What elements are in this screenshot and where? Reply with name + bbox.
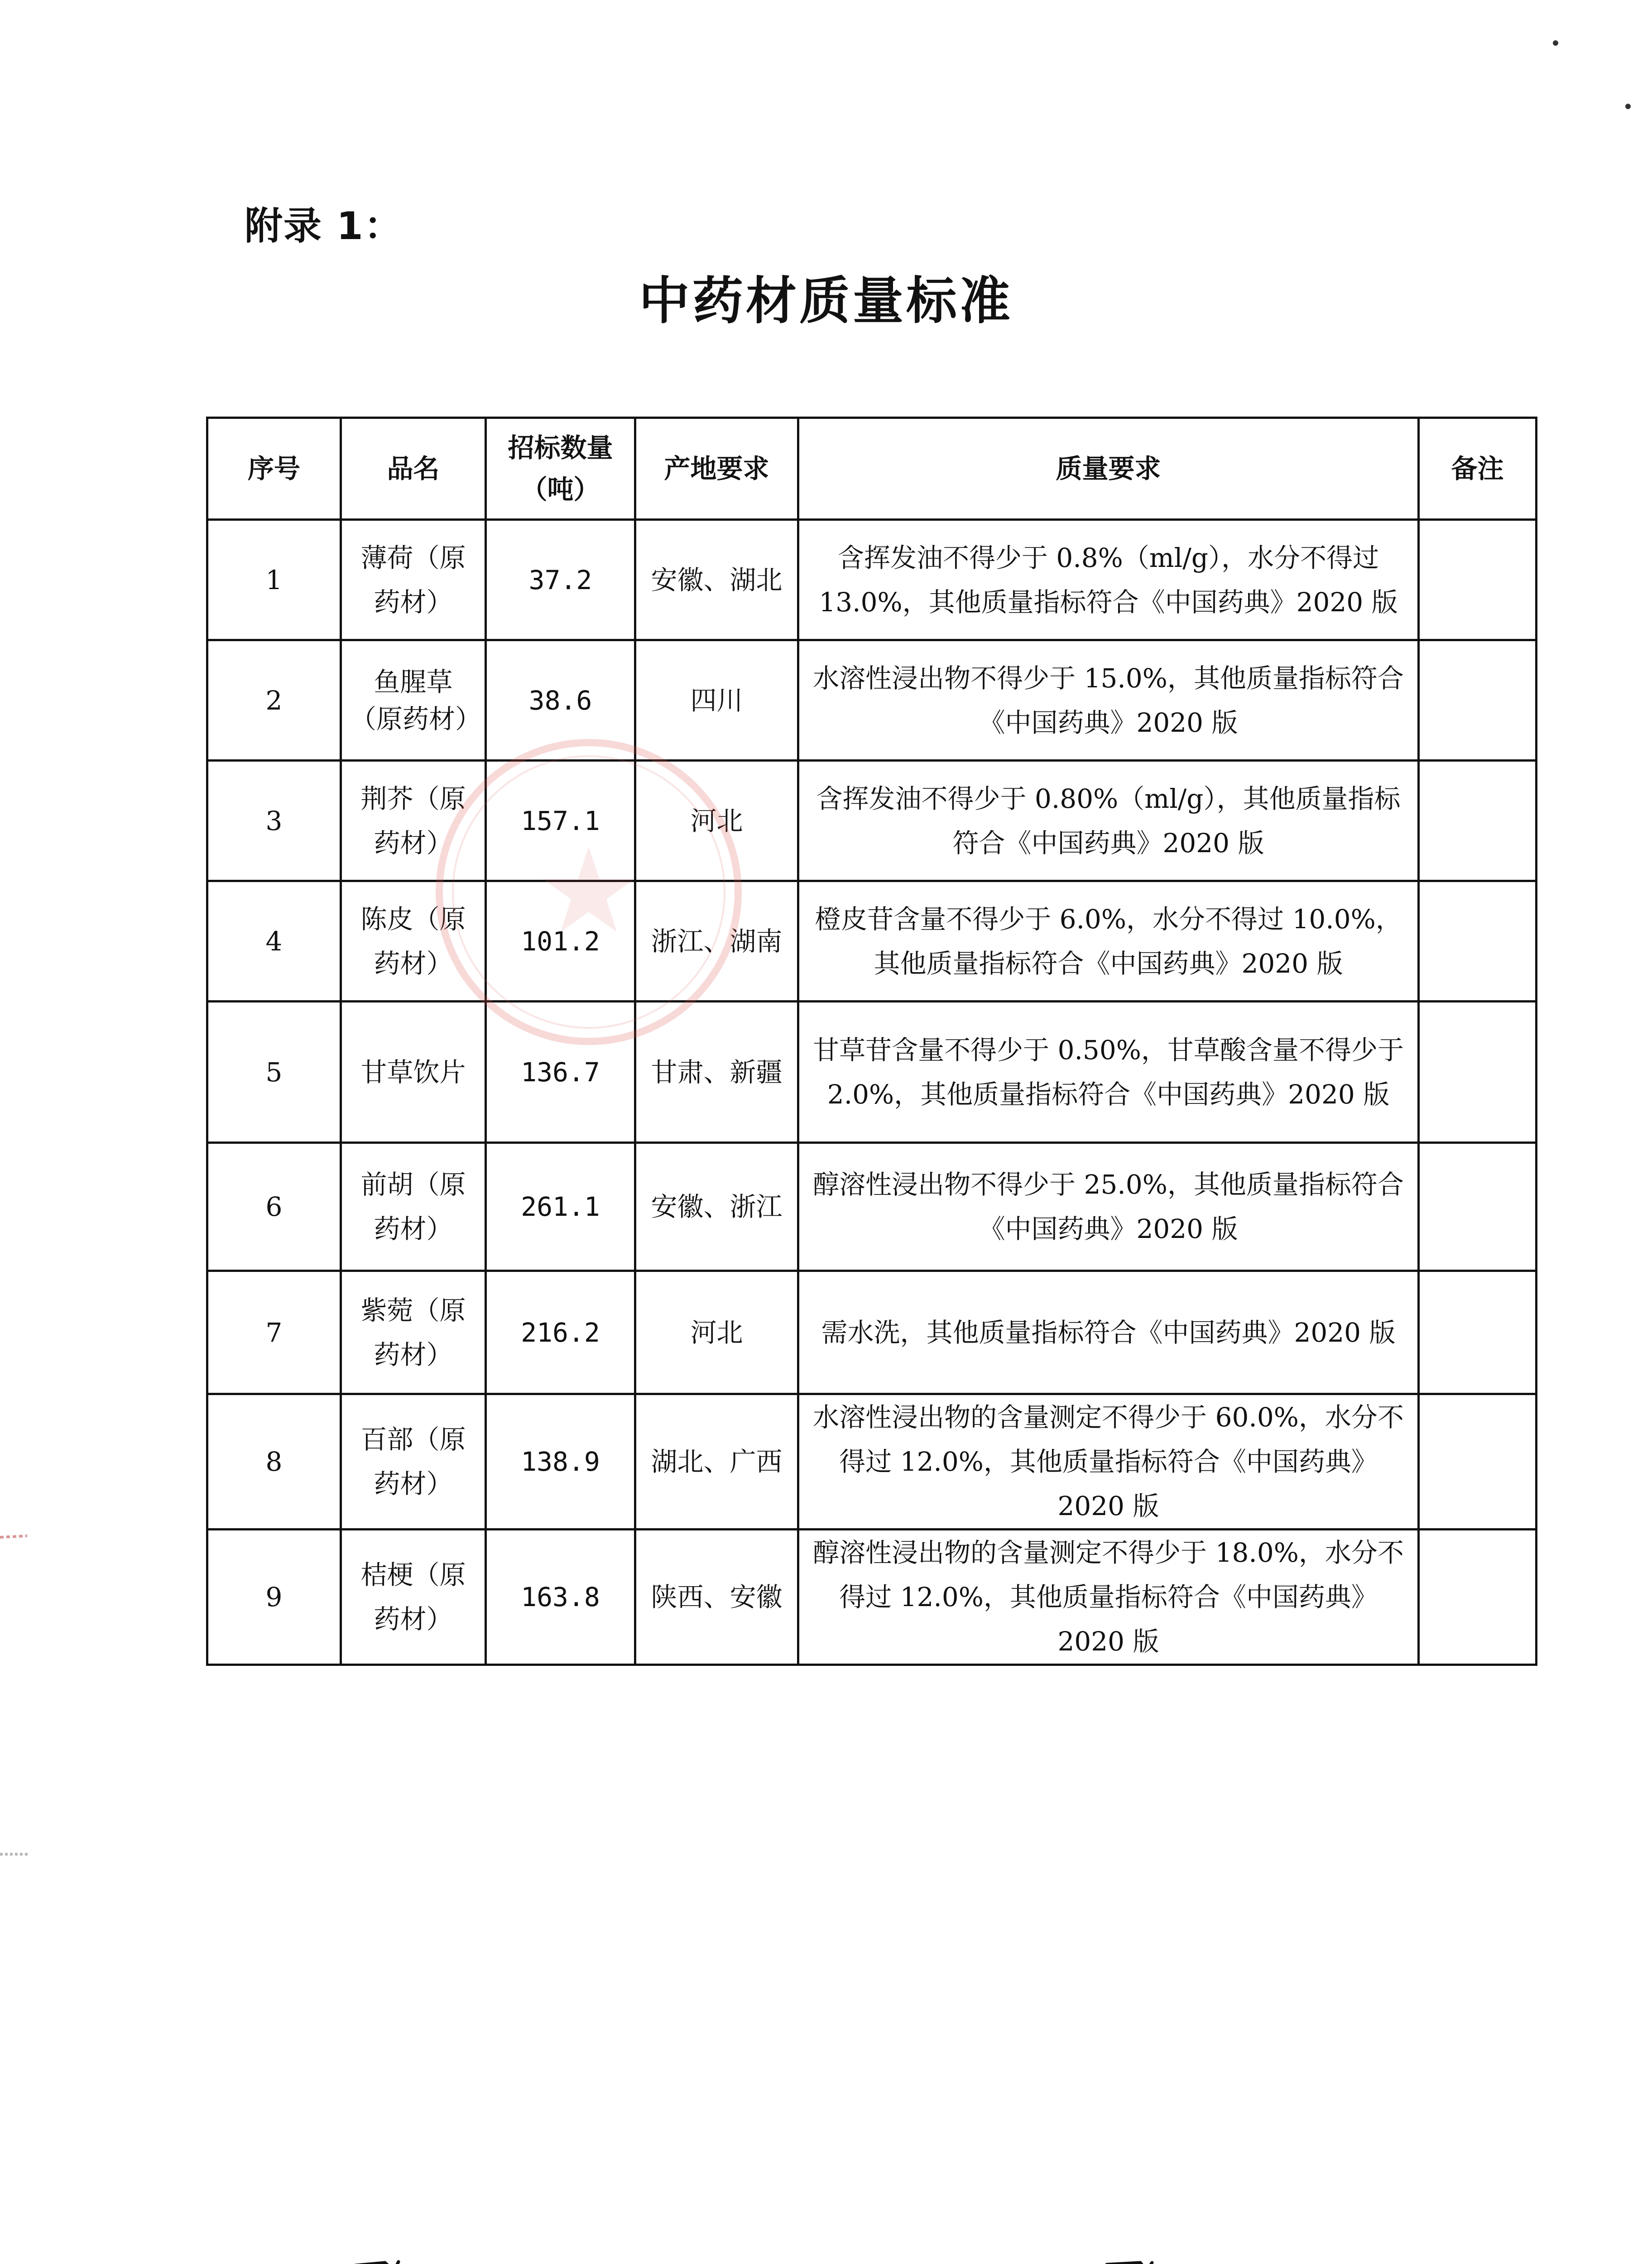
- header-remark: 备注: [1419, 418, 1537, 520]
- cell-name: [341, 640, 486, 761]
- cell-name-line2: 药材）: [374, 1604, 453, 1635]
- cell-name-line2: 药材）: [374, 948, 453, 979]
- table-row: [207, 1530, 1537, 1665]
- cell-name: [341, 1143, 486, 1271]
- cell-remark: [1419, 1530, 1537, 1665]
- scan-edge-mark-icon: [0, 1530, 32, 1544]
- cell-origin: 河北: [635, 1271, 798, 1394]
- cell-origin: 湖北、广西: [635, 1394, 798, 1530]
- cell-name-line1: 薄荷（原: [360, 542, 466, 573]
- cell-quality: 甘草苷含量不得少于 0.50%，甘草酸含量不得少于 2.0%，其他质量指标符合《中国药典》2020 版: [798, 1002, 1419, 1143]
- cell-origin: 四川: [635, 640, 798, 761]
- cell-quantity: 216.2: [486, 1271, 635, 1394]
- cell-name-line1: 紫菀（原: [360, 1295, 466, 1326]
- cell-quality: 水溶性浸出物的含量测定不得少于 60.0%，水分不得过 12.0%，其他质量指标符合《中国药典》2020 版: [798, 1394, 1419, 1530]
- cell-index: 7: [207, 1271, 341, 1394]
- cell-remark: [1419, 1143, 1537, 1271]
- scan-mark-icon: [1105, 2257, 1155, 2264]
- cell-origin: 河北: [635, 761, 798, 881]
- cell-quantity: 157.1: [486, 761, 635, 881]
- table-row: [207, 761, 1537, 881]
- cell-index: 3: [207, 761, 341, 881]
- cell-name: [341, 1271, 486, 1394]
- cell-name-line2: 药材）: [374, 1468, 453, 1499]
- cell-origin: 陕西、安徽: [635, 1530, 798, 1665]
- cell-name: [341, 761, 486, 881]
- appendix-label: 附录 1：: [245, 204, 403, 248]
- cell-remark: [1419, 640, 1537, 761]
- cell-quality: 水溶性浸出物不得少于 15.0%，其他质量指标符合《中国药典》2020 版: [798, 640, 1419, 761]
- cell-quantity: 136.7: [486, 1002, 635, 1143]
- cell-index: 1: [207, 520, 341, 640]
- cell-name: [341, 1002, 486, 1143]
- scan-dot-icon: [1549, 36, 1562, 50]
- cell-name-line1: 甘草饮片: [360, 1056, 466, 1088]
- cell-name-line1: 桔梗（原: [360, 1559, 466, 1590]
- cell-quality: 醇溶性浸出物的含量测定不得少于 18.0%，水分不得过 12.0%，其他质量指标符合《中国药典》2020 版: [798, 1530, 1419, 1665]
- cell-quantity: 101.2: [486, 881, 635, 1002]
- header-quantity-line1: 招标数量: [508, 432, 613, 463]
- header-quantity-line2: （吨）: [521, 474, 600, 505]
- cell-remark: [1419, 1394, 1537, 1530]
- cell-name: [341, 1394, 486, 1530]
- cell-index: 5: [207, 1002, 341, 1143]
- cell-quality: 需水洗，其他质量指标符合《中国药典》2020 版: [798, 1271, 1419, 1394]
- table-row: [207, 1271, 1537, 1394]
- cell-index: 4: [207, 881, 341, 1002]
- header-origin: 产地要求: [635, 418, 798, 520]
- cell-name: [341, 520, 486, 640]
- cell-quality: 含挥发油不得少于 0.8%（ml/g），水分不得过13.0%，其他质量指标符合《中国药典》2020 版: [798, 520, 1419, 640]
- table-header-row: [207, 418, 1537, 520]
- cell-origin: 浙江、湖南: [635, 881, 798, 1002]
- cell-name-line1: 前胡（原: [360, 1169, 466, 1200]
- cell-name: [341, 881, 486, 1002]
- cell-name-line2: （原药材）: [350, 703, 482, 734]
- cell-index: 8: [207, 1394, 341, 1530]
- cell-origin: 安徽、浙江: [635, 1143, 798, 1271]
- cell-index: 6: [207, 1143, 341, 1271]
- table-row: [207, 1002, 1537, 1143]
- cell-quantity: 261.1: [486, 1143, 635, 1271]
- table-row: [207, 881, 1537, 1002]
- cell-quality: 含挥发油不得少于 0.80%（ml/g），其他质量指标符合《中国药典》2020 版: [798, 761, 1419, 881]
- table-row: [207, 640, 1537, 761]
- cell-quality: 醇溶性浸出物不得少于 25.0%，其他质量指标符合《中国药典》2020 版: [798, 1143, 1419, 1271]
- cell-remark: [1419, 1002, 1537, 1143]
- header-quantity: [486, 418, 635, 520]
- cell-name-line2: 药材）: [374, 1214, 453, 1244]
- cell-quantity: 163.8: [486, 1530, 635, 1665]
- cell-name-line1: 鱼腥草: [374, 666, 453, 697]
- cell-quantity: 38.6: [486, 640, 635, 761]
- cell-name: [341, 1530, 486, 1665]
- cell-name-line2: 药材）: [374, 1339, 453, 1370]
- cell-name-line1: 陈皮（原: [360, 903, 466, 935]
- cell-name-line1: 荆芥（原: [360, 783, 466, 814]
- cell-quantity: 37.2: [486, 520, 635, 640]
- header-name: 品名: [341, 418, 486, 520]
- cell-origin: 甘肃、新疆: [635, 1002, 798, 1143]
- scan-edge-mark-icon: [0, 1847, 32, 1861]
- cell-name-line2: 药材）: [374, 586, 453, 618]
- table-row: [207, 1394, 1537, 1530]
- header-quality: 质量要求: [798, 418, 1419, 520]
- cell-quality: 橙皮苷含量不得少于 6.0%，水分不得过 10.0%，其他质量指标符合《中国药典》2020 版: [798, 881, 1419, 1002]
- cell-index: 2: [207, 640, 341, 761]
- cell-remark: [1419, 1271, 1537, 1394]
- header-index: 序号: [207, 418, 341, 520]
- table-row: [207, 520, 1537, 640]
- cell-quantity: 138.9: [486, 1394, 635, 1530]
- table-row: [207, 1143, 1537, 1271]
- quality-standards-table: [206, 417, 1537, 1666]
- cell-name-line2: 药材）: [374, 827, 453, 859]
- cell-origin: 安徽、湖北: [635, 520, 798, 640]
- cell-name-line1: 百部（原: [360, 1424, 466, 1455]
- scan-mark-icon: [353, 2257, 403, 2264]
- cell-index: 9: [207, 1530, 341, 1665]
- cell-remark: [1419, 761, 1537, 881]
- scan-dot-icon: [1621, 100, 1635, 113]
- page-title: 中药材质量标准: [639, 272, 1013, 331]
- cell-remark: [1419, 520, 1537, 640]
- cell-remark: [1419, 881, 1537, 1002]
